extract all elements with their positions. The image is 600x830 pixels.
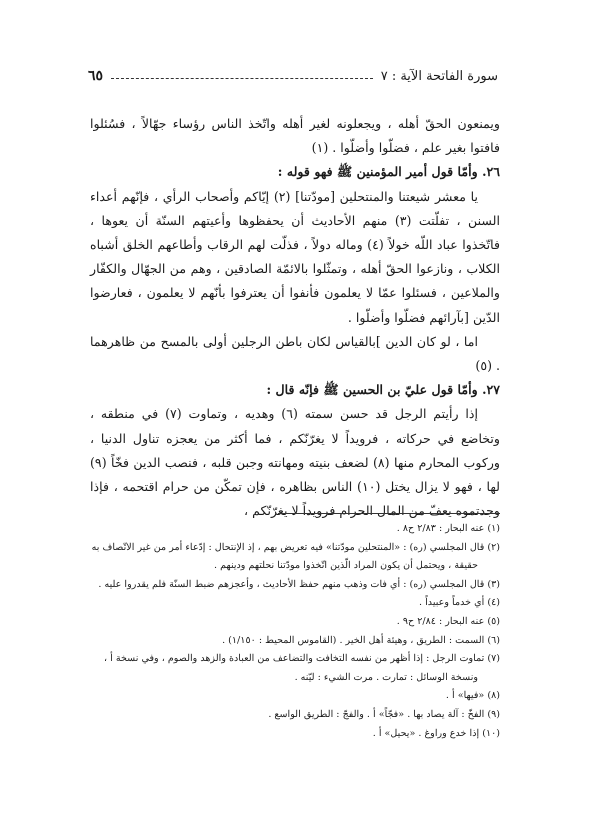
header-dashed-rule (111, 78, 373, 79)
footnote-7-continuation: ونسخة الوسائل : تمارت . مرت الشيء : ليّنه . (294, 671, 478, 683)
section-heading-27: ٢٧. وأمّا قول عليّ بن الحسين ﷺ فإنّه قال : (266, 382, 500, 398)
footnote-9: (٩) الفخّ : آلة يصاد بها . «فجّاً» أ . والفجّ : الطريق الواسع . (268, 708, 500, 720)
footnote-7: (٧) تماوت الرجل : إذا أظهر من نفسه التخافت والتضاعف من العبادة والزهد والصوم ، وفي نسخة أ ، (103, 653, 500, 665)
section-heading-26: ٢٦. وأمّا قول أمير المؤمنين ﷺ فهو قوله : (277, 164, 500, 180)
footnote-2: (٢) قال المجلسي (ره) : «المنتحلين مودّتنا» فيه تعريض بهم ، إذ الإنتحال : إدّعاء أمر من غير الاتّصاف به (91, 541, 500, 553)
footnote-3: (٣) قال المجلسي (ره) : أي فات وذهب منهم حفظ الأحاديث ، وأعجزهم ضبط السنّة فلم يقدروا عليه . (98, 578, 500, 590)
footnote-5: (٥) عنه البحار : ٢/٨٤ ح٩ . (396, 615, 500, 627)
main-text (90, 112, 500, 523)
footnote-1: (١) عنه البحار : ٢/٨٣ ح٨ . (396, 523, 500, 534)
footnote-10: (١٠) إذا خدع وراوغ . «يحيل» أ . (372, 727, 500, 739)
page-number: ٦٥ (88, 68, 104, 84)
footnote-2-continuation: حقيقة ، ويحتمل أن يكون المراد الّذين اتّخذوا مودّتنا نحلتهم ودينهم . (214, 560, 478, 572)
paragraph-amir-quote: يا معشر شيعتنا والمنتحلين [مودّتنا] (٢) إيّاكم وأصحاب الرأي ، فإنّهم أعداء السنن ، تفلّتت (٣) منهم الأحاديث أن يحفظوها وأعيتهم السنّة أن يعوها ، فاتّخذوا عباد اللّه خولاً (٤) وماله دولاً ، فذلّت لهم الرقاب وأطاعهم الخلق أشباه الكلاب ، ونازعوا الحقّ أهله ، وتمثّلوا بالائمّة الصادقين ، وهم من الجهّال والكفّار والملاعين ، فسئلوا عمّا لا يعلمون فأنفوا أن يعترفوا بأنّهم لا يعلمون ، فعارضوا الدّين [بآرائهم فضلّوا وأضلّوا . (90, 188, 500, 325)
footnote-6: (٦) السمت : الطريق ، وهيئة أهل الخير . (القاموس المحيط : ١/١٥٠) . (222, 634, 500, 646)
paragraph-qiyas: اما ، لو كان الدين ]بالقياس لكان باطن الرجلين أولى بالمسح من ظاهرهما . (٥) (90, 333, 500, 374)
footnote-8: (٨) «فيها» أ . (445, 690, 500, 702)
paragraph-continuation: ويمنعون الحقّ أهله ، ويجعلونه لغير أهله واتّخذ الناس رؤساء جهّالاً ، فسُئلوا فافتوا بغير علم ، فضلّوا وأضلّوا . (١) (90, 116, 500, 156)
page-header (88, 66, 498, 86)
footnote-4: (٤) أي خدماً وعبيداً . (419, 597, 500, 609)
running-title: سورة الفاتحة الآية : ٧ (380, 68, 498, 84)
footnotes (90, 520, 500, 743)
footnote-separator (278, 513, 500, 514)
paragraph-ali-husain-quote: إذا رأيتم الرجل قد حسن سمته (٦) وهديه ، وتماوت (٧) في منطقه ، وتخاضع في حركاته ، فرويداً لا يغرّنّكم ، فما أكثر من يعجزه تناول الدنيا ، وركوب المحارم منها (٨) لضعف بنيته ومهانته وجبن قلبه ، فنصب الدين فخّاً (٩) لها ، فهو لا يزال يختل (١٠) الناس بظاهره ، فإن تمكّن من حرام اقتحمه ، فإذا وجدتموه يعفّ من المال الحرام فرويداً لا يغرّنّكم ، (90, 406, 500, 519)
